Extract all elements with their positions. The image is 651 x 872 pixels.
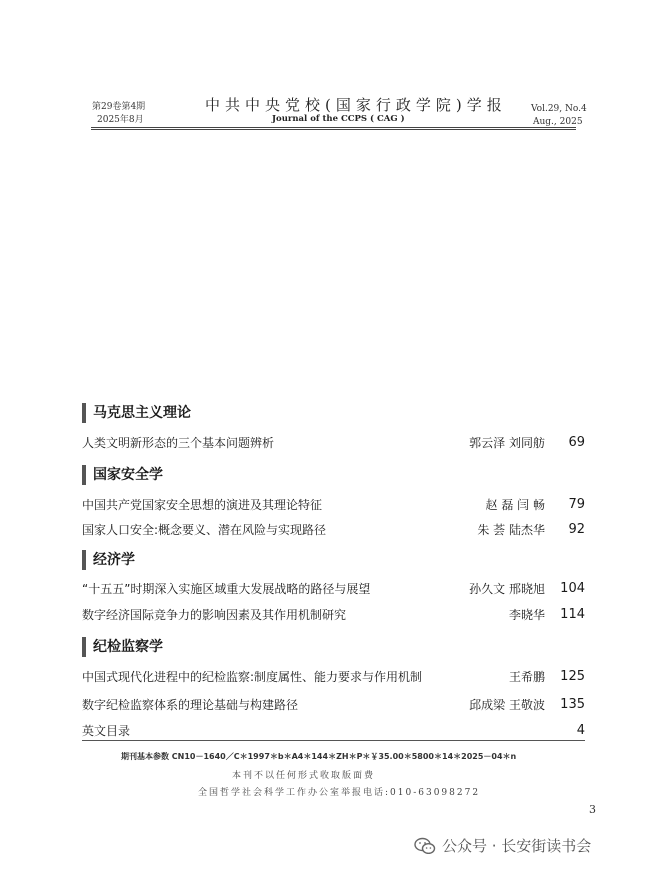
english-contents-title: 英文目录 bbox=[82, 724, 131, 738]
toc-entry[interactable] bbox=[82, 496, 585, 514]
article-page: 114 bbox=[560, 607, 585, 622]
article-page: 135 bbox=[560, 697, 585, 712]
toc-entry[interactable] bbox=[82, 521, 585, 539]
article-authors: 赵 磊 闫 畅 bbox=[485, 498, 545, 512]
report-phone: 全国哲学社会科学工作办公室举报电话:010-63098272 bbox=[198, 788, 481, 798]
article-title: 中国共产党国家安全思想的演进及其理论特征 bbox=[82, 498, 323, 512]
header-rule-bottom bbox=[91, 129, 576, 130]
section-heading: 国家安全学 bbox=[82, 465, 163, 485]
header-rule-top bbox=[91, 127, 576, 128]
article-title: 数字经济国际竞争力的影响因素及其作用机制研究 bbox=[82, 608, 347, 622]
watermark-text: 公众号 · 长安街读书会 bbox=[442, 837, 592, 855]
toc-entry[interactable] bbox=[82, 696, 585, 714]
wechat-icon bbox=[414, 837, 436, 855]
section-heading: 经济学 bbox=[82, 550, 135, 570]
article-page: 92 bbox=[568, 522, 585, 537]
article-authors: 郭云泽 刘同舫 bbox=[469, 436, 545, 450]
article-page: 79 bbox=[568, 497, 585, 512]
page-number: 3 bbox=[589, 803, 596, 816]
date-en: Aug., 2025 bbox=[533, 117, 583, 127]
section-heading: 马克思主义理论 bbox=[82, 403, 191, 423]
toc-entry[interactable] bbox=[82, 606, 585, 624]
toc-entry-english-contents[interactable] bbox=[82, 722, 585, 740]
date-cn: 2025年8月 bbox=[97, 115, 144, 125]
toc-entry[interactable] bbox=[82, 668, 585, 686]
article-authors: 邱成梁 王敬波 bbox=[469, 698, 545, 712]
article-title: 中国式现代化进程中的纪检监察:制度属性、能力要求与作用机制 bbox=[82, 670, 423, 684]
journal-parameters: 期刊基本参数 CN10－1640／C＊1997＊b＊A4＊144＊ZH＊P＊￥35.00＊5800＊14＊2025－04＊n bbox=[121, 752, 517, 761]
toc-entry[interactable] bbox=[82, 580, 585, 598]
volume-issue-cn: 第29卷第4期 bbox=[92, 102, 146, 112]
english-contents-page: 4 bbox=[576, 723, 585, 738]
fee-notice: 本刊不以任何形式收取版面费 bbox=[232, 771, 376, 781]
toc-entry[interactable] bbox=[82, 434, 585, 452]
article-authors: 王希鹏 bbox=[508, 670, 545, 684]
article-authors: 孙久文 邢晓旭 bbox=[469, 582, 545, 596]
journal-title-cn: 中共中央党校(国家行政学院)学报 bbox=[205, 96, 507, 114]
article-title: “十五五”时期深入实施区域重大发展战略的路径与展望 bbox=[82, 582, 371, 596]
watermark bbox=[414, 835, 591, 856]
article-title: 国家人口安全:概念要义、潜在风险与实现路径 bbox=[82, 523, 327, 537]
article-title: 人类文明新形态的三个基本问题辨析 bbox=[82, 436, 275, 450]
journal-title-en: Journal of the CCPS ( CAG ) bbox=[272, 114, 405, 124]
section-heading: 纪检监察学 bbox=[82, 637, 163, 657]
article-page: 104 bbox=[560, 581, 585, 596]
article-authors: 李晓华 bbox=[508, 608, 545, 622]
article-authors: 朱 荟 陆杰华 bbox=[477, 523, 545, 537]
article-title: 数字纪检监察体系的理论基础与构建路径 bbox=[82, 698, 299, 712]
article-page: 69 bbox=[568, 435, 585, 450]
volume-issue-en: Vol.29, No.4 bbox=[531, 104, 587, 114]
toc-bottom-rule bbox=[82, 740, 585, 741]
article-page: 125 bbox=[560, 669, 585, 684]
